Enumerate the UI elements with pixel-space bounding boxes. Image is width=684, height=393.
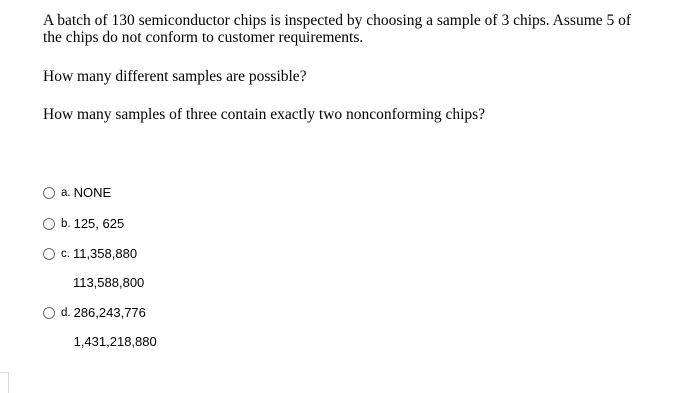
- option-d-line-2: 1,431,218,880: [73, 334, 157, 349]
- radio-button-option-b[interactable]: [43, 218, 55, 230]
- option-b-letter: b.: [61, 218, 71, 230]
- option-d-text: [74, 305, 157, 350]
- question-text-line-2: the chips do not conform to customer requirements.: [43, 29, 364, 46]
- option-d-letter: d.: [61, 307, 71, 319]
- question-stem: [43, 12, 673, 123]
- radio-button-option-c[interactable]: [43, 248, 55, 260]
- option-d-line-1: 286,243,776: [73, 305, 146, 320]
- question-part-2: How many samples of three contain exactly two nonconforming chips?: [43, 106, 486, 123]
- option-c[interactable]: [43, 246, 144, 291]
- radio-button-option-a[interactable]: [43, 187, 55, 199]
- option-a-letter: a.: [61, 187, 71, 199]
- option-a-text: [74, 185, 112, 201]
- corner-divider: [0, 372, 9, 393]
- option-c-line-2: 113,588,800: [72, 275, 145, 290]
- option-c-line-1: 11,358,880: [72, 246, 138, 261]
- option-c-letter: c.: [61, 248, 70, 260]
- option-c-text: [73, 246, 144, 291]
- option-b-line-1: 125, 625: [73, 216, 125, 231]
- option-d[interactable]: [43, 305, 157, 350]
- question-part-1: How many different samples are possible?: [43, 68, 307, 85]
- option-b-text: [74, 216, 125, 232]
- option-a-line-1: NONE: [73, 185, 112, 200]
- option-b[interactable]: [43, 216, 124, 232]
- option-a[interactable]: [43, 185, 111, 201]
- question-text-line-1: A batch of 130 semiconductor chips is inspected by choosing a sample of 3 chips. Assume 5 of: [43, 12, 632, 29]
- radio-button-option-d[interactable]: [43, 307, 55, 319]
